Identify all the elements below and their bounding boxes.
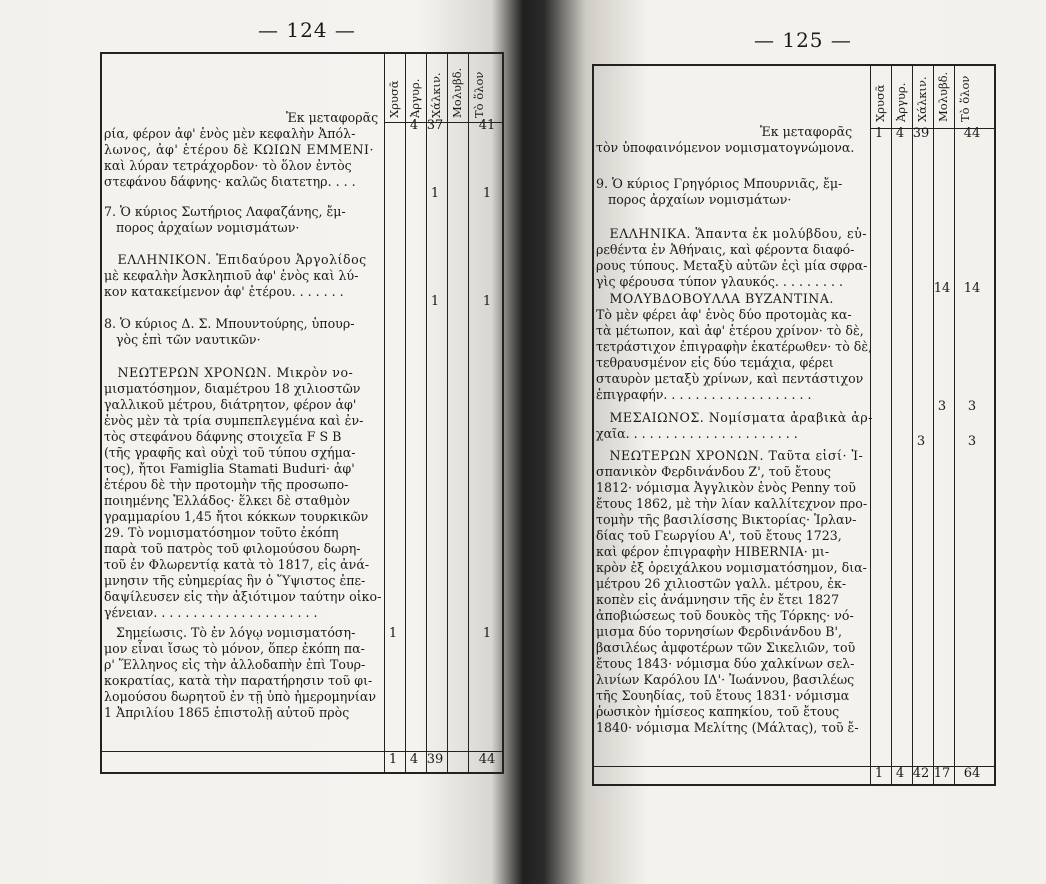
left-line: κον κατακείμενον ἀφ' ἑτέρου. . . . . . . [104, 284, 344, 299]
right-row9a-total: 14 [963, 281, 981, 296]
left-header-lead: Μολυβδ. [450, 67, 464, 118]
left-line: μον εἶναι ἴσως τὸ μόνον, ὅπερ ἐκόπη πα- [104, 641, 365, 656]
right-line: ΜΕΣΑΙΩΝΟΣ. Νομίσματα ἀραβικὰ ἀρ- [596, 410, 873, 425]
right-header-total: Τὸ ὅλον [958, 75, 972, 122]
right-line: τὸν ὑποφαινόμενον νομισματογνώμονα. [596, 140, 855, 155]
right-line: γὶς φέρουσα τύπον γλαυκός. . . . . . . . . [596, 274, 843, 289]
right-header-copper: Χάλκιν. [915, 76, 929, 122]
right-line: ἀποβιώσεως τοῦ δουκὸς τῆς Τόρκης· νό- [596, 608, 854, 623]
right-line: τῆς Σουηδίας, τοῦ ἔτους 1831· νόμισμα [596, 688, 850, 703]
right-row9b-total: 3 [967, 399, 977, 414]
left-line: 8. Ὁ κύριος Δ. Σ. Μπουντούρης, ὑπουρ- [104, 316, 355, 331]
left-line: λομούσου δωρητοῦ ἐν τῇ ὑπὸ ἡμερομηνίαν [104, 689, 377, 704]
right-line: ρεθέντα ἐν Ἀθήναις, καὶ φέροντα διαφό- [596, 242, 855, 257]
left-line: τος), ἤτοι Famiglia Stamati Buduri· ἀφ' [104, 461, 355, 476]
right-header-gold: Χρυσᾶ [873, 84, 887, 122]
right-line: ἔτους 1862, μὲ τὴν λίαν καλλίτεχνον προ- [596, 496, 868, 511]
left-line: τὸς στεφάνου δάφνης στοιχεῖα F S B [104, 429, 342, 444]
right-line: ρους τύπους. Μεταξὺ αὐτῶν ἐςὶ μία σφρα- [596, 258, 868, 273]
right-line: καὶ φέρον ἐπιγραφὴν HIBERNIA· μι- [596, 544, 830, 559]
left-line: γένειαν. . . . . . . . . . . . . . . . . . . . . [104, 605, 318, 620]
right-line: ΜΟΛΥΒΔΟΒΟΥΛΛΑ ΒΥΖΑΝΤΙΝΑ. [596, 291, 834, 306]
right-line: 1812· νόμισμα Ἀγγλικὸν ἑνὸς Penny τοῦ [596, 480, 856, 495]
right-line: ἐπιγραφήν. . . . . . . . . . . . . . . . . . . [596, 387, 812, 402]
right-line: σπανικὸν Φερδινάνδου Ζ', τοῦ ἔτους [596, 464, 831, 479]
right-line: λινίων Καρόλου ΙΔ'· Ἰωάννου, βασιλέως [596, 672, 855, 687]
left-carry-silver: 4 [409, 118, 419, 133]
right-row9a-lead: 14 [933, 281, 951, 296]
right-line: μέτρου 26 χιλιοστῶν γαλλ. μέτρου, ἐκ- [596, 576, 847, 591]
left-line: ἑτέρου δὲ τὴν προτομὴν τῆς προσωπο- [104, 477, 349, 492]
left-line: λωνος, ἀφ' ἑτέρου δὲ ΚΩΙΩΝ ΕΜΜΕΝΙ· [104, 142, 375, 157]
right-total-copper: 42 [912, 766, 930, 781]
right-line: τὰ μέτωπον, καὶ ἀφ' ἑτέρου χρίνον· τὸ δὲ, [596, 323, 864, 338]
left-row8a-copper: 1 [430, 294, 440, 309]
left-row7-copper: 1 [430, 186, 440, 201]
right-total-silver: 4 [895, 766, 905, 781]
left-line: ρ' Ἕλληνος εἰς τὴν ἀλλοδαπὴν ἐπὶ Τουρ- [104, 657, 366, 672]
left-line: κοκρατίας, κατὰ τὴν παρατήρησιν τοῦ φι- [104, 673, 373, 688]
left-total-copper: 39 [426, 752, 444, 767]
left-row8b-total: 1 [482, 626, 492, 641]
right-line: δίας τοῦ Γεωργίου Α', τοῦ ἔτους 1723, [596, 528, 842, 543]
right-carry-copper: 39 [912, 126, 930, 141]
left-line: 7. Ὁ κύριος Σωτήριος Λαφαζάνης, ἔμ- [104, 204, 346, 219]
right-line: ΕΛΛΗΝΙΚΑ. Ἅπαντα ἐκ μολύβδου, εὑ- [596, 226, 867, 241]
right-row9b-lead: 3 [937, 399, 947, 414]
left-line: ποιημένης Ἑλλάδος· ἕλκει δὲ σταθμὸν [104, 493, 351, 508]
left-line: παρὰ τοῦ πατρὸς τοῦ φιλομούσου δωρη- [104, 541, 361, 556]
right-line: μισμα δύο τορνησίων Φερδινάνδου Β', [596, 624, 842, 639]
right-line: ῥωσικὸν ἡμίσεος καπηκίου, τοῦ ἔτους [596, 704, 840, 719]
left-line: ρία, φέρον ἀφ' ἑνὸς μὲν κεφαλὴν Ἀπόλ- [104, 126, 356, 141]
right-line: τετράστιχον ἐπιγραφὴν ἑκατέρωθεν· τὸ δὲ, [596, 339, 873, 354]
right-line: Ἐκ μεταφορᾶς [760, 124, 853, 139]
right-carry-gold: 1 [874, 126, 884, 141]
left-line: καὶ λύραν τετράχορδον· τὸ ὅλον ἐντὸς [104, 158, 352, 173]
left-header-copper: Χάλκιν. [429, 72, 443, 118]
right-line: κοπὲν εἰς ἀνάμνησιν τῆς ἐν ἔτει 1827 [596, 592, 840, 607]
left-row8b-gold: 1 [388, 626, 398, 641]
right-line: τεθραυσμένον εἰς δύο τεμάχια, φέρει [596, 355, 834, 370]
right-line: κρὸν ἐξ ὀρειχάλκου νομισματόσημον, δια- [596, 560, 867, 575]
left-line: γὸς ἐπὶ τῶν ναυτικῶν· [104, 332, 261, 347]
left-row8a-total: 1 [482, 294, 492, 309]
right-carry-silver: 4 [895, 126, 905, 141]
right-line: 1840· νόμισμα Μελίτης (Μάλτας), τοῦ ἔ- [596, 720, 859, 735]
left-carry-total: 41 [478, 118, 496, 133]
left-total-silver: 4 [409, 752, 419, 767]
right-row9c-copper: 3 [916, 434, 926, 449]
left-total-gold: 1 [388, 752, 398, 767]
left-total-total: 44 [478, 752, 496, 767]
left-line: ἑνὸς μὲν τὰ τρία συμπεπλεγμένα καὶ ἐν- [104, 413, 364, 428]
left-line: μισματόσημον, διαμέτρου 18 χιλιοστῶν [104, 381, 361, 396]
right-total-gold: 1 [874, 766, 884, 781]
left-line: ΝΕΩΤΕΡΩΝ ΧΡΟΝΩΝ. Μικρὸν νο- [104, 365, 354, 380]
left-line: 1 Ἀπριλίου 1865 ἐπιστολῇ αὐτοῦ πρὸς [104, 705, 350, 720]
right-carry-total: 44 [963, 126, 981, 141]
left-row7-total: 1 [482, 186, 492, 201]
right-line: πορος ἀρχαίων νομισμάτων· [596, 192, 792, 207]
left-line: μνησιν τῆς εὐημερίας ἣν ὁ Ὕψιστος ἐπε- [104, 573, 366, 588]
left-line: μὲ κεφαλὴν Ἀσκληπιοῦ ἀφ' ἑνὸς καὶ λύ- [104, 268, 359, 283]
right-line: ἔτους 1843· νόμισμα δύο χαλκίνων σελ- [596, 656, 855, 671]
left-line: τοῦ ἐν Φλωρεντίᾳ κατὰ τὸ 1817, εἰς ἀνά- [104, 557, 370, 572]
left-line: στεφάνου δάφνης· καλῶς διατετηρ. . . . [104, 174, 356, 189]
left-header-total: Τὸ ὅλον [472, 71, 486, 118]
right-line: σταυρὸν μεταξὺ χρίνων, καὶ πεντάστιχον [596, 371, 864, 386]
left-line: γραμμαρίου 1,45 ἤτοι κόκκων τουρκικῶν [104, 509, 369, 524]
right-row9c-total: 3 [967, 434, 977, 449]
left-line: Σημείωσις. Τὸ ἐν λόγῳ νομισματόση- [104, 625, 356, 640]
right-page-number: — 125 — [754, 28, 852, 52]
left-line: 29. Τὸ νομισματόσημον τοῦτο ἐκόπη [104, 525, 339, 540]
left-header-gold: Χρυσᾶ [387, 80, 401, 118]
right-line: τομὴν τῆς βασιλίσσης Βικτορίας· Ἰρλαν- [596, 512, 857, 527]
right-total-total: 64 [963, 766, 981, 781]
left-line: (τῆς γραφῆς καὶ οὐχὶ τοῦ τύπου σχήμα- [104, 445, 356, 460]
right-header-lead: Μολυβδ. [936, 71, 950, 122]
right-total-lead: 17 [933, 766, 951, 781]
right-line: βασιλέως ἀμφοτέρων τῶν Σικελιῶν, τοῦ [596, 640, 856, 655]
left-line: γαλλικοῦ μέτρου, διάτρητον, φέρον ἀφ' [104, 397, 357, 412]
left-line: Ἐκ μεταφορᾶς [286, 110, 379, 125]
left-carry-copper: 37 [426, 118, 444, 133]
right-line: ΝΕΩΤΕΡΩΝ ΧΡΟΝΩΝ. Ταῦτα εἰσί· Ἰ- [596, 448, 864, 463]
right-line: 9. Ὁ κύριος Γρηγόριος Μπουρνιᾶς, ἔμ- [596, 176, 843, 191]
left-line: ΕΛΛΗΝΙΚΟΝ. Ἐπιδαύρου Ἀργολίδος [104, 252, 367, 267]
left-line: πορος ἀρχαίων νομισμάτων· [104, 220, 300, 235]
right-header-silver: Ἀργυρ. [894, 82, 908, 122]
left-line: δαψίλευσεν εἰς τὴν ἀξιότιμον ταύτην οἰκο- [104, 589, 382, 604]
left-page-number: — 124 — [258, 18, 356, 42]
left-header-silver: Ἀργυρ. [408, 78, 422, 118]
right-line: Τὸ μὲν φέρει ἀφ' ἑνὸς δύο προτομὰς κα- [596, 307, 852, 322]
right-line: χαῖα. . . . . . . . . . . . . . . . . . . . . . [596, 426, 798, 441]
